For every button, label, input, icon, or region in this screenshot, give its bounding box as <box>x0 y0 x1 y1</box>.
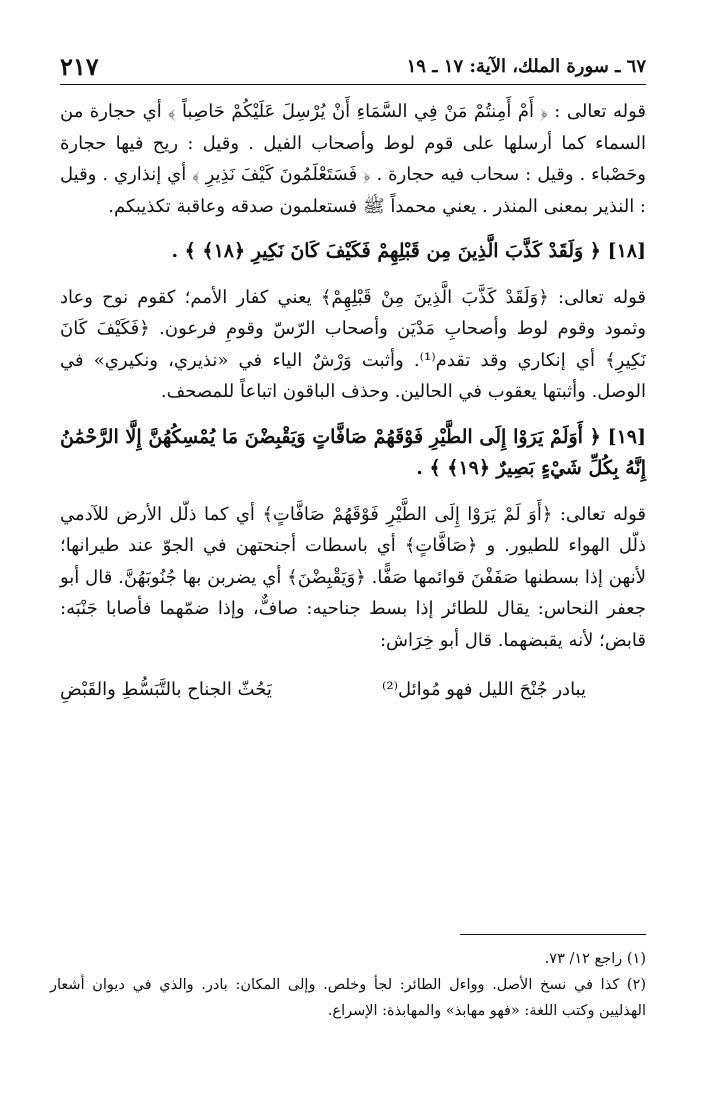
verse-19 <box>60 422 646 485</box>
verse-19-number: [١٩] <box>607 425 646 448</box>
verse-18-text: ﴿ وَلَقَدْ كَذَّبَ الَّذِينَ مِن قَبْلِهِمْ فَكَيْفَ كَانَ نَكِيرِ ﴿١٨﴾ ﴾ . <box>171 240 601 262</box>
poetry-verse <box>60 674 646 706</box>
footnotes <box>50 946 646 1024</box>
commentary-paragraph-2: قوله تعالى: ﴿وَلَقَدْ كَذَّبَ الَّذِينَ مِنْ قَبْلِهِمْ﴾ يعني كفار الأمم؛ كقوم نوح وعاد وثمود وقوم لوط وأصحابِ مَدْيَن وأصحاب الرّسّ وقومِ فرعون. ﴿فَكَيْفَ كَانَ نَكِيرِ﴾ أي إنكاري وقد تقدم⁽¹⁾. وأثبت وَرْشٌ الياء في «نذيري، ونكيري» في الوصل. وأثبتها يعقوب في الحالين. وحذف الباقون اتباعاً للمصحف. <box>60 286 646 402</box>
page-number: ٢١٧ <box>60 52 99 81</box>
commentary-paragraph-3: قوله تعالى: ﴿أَوَ لَمْ يَرَوْا إِلَى الطَّيْرِ فَوْقَهُمْ صَافَّاتٍ﴾ أي كما ذلّل الأرض للآدمي ذلّل الهواء للطيور. و ﴿صَافَّاتٍ﴾ أي باسطات أجنحتهن في الجوّ عند طيرانها؛ لأنهن إذا بسطنها صَفَفْنَ قوائمها صَفًّا. ﴿وَيَقْبِضْنَ﴾ أي يضربن بها جُنُوبَهُنَّ. قال أبو جعفر النحاس: يقال للطائر إذا بسط جناحيه: صافٌّ، وإذا ضمّهما فأصابا جَنْبَه: قابض؛ لأنه يقبضهما. قال أبو خِرَاش: <box>60 503 646 651</box>
footnote-1: (١) راجع ١٢/ ٧٣. <box>544 951 646 967</box>
poetry-hemistich-right: يبادر جُنْحَ الليل فهو مُوائل⁽²⁾ <box>381 679 586 700</box>
footnote-2: (٢) كذا في نسخ الأصل. وواءل الطائر: لجأ وخلص. وإلى المكان: بادر. والذي في ديوان أشعار الهذليين وكتب اللغة: «فهو مهابذ» والمهابذة: الإسراع. <box>50 977 646 1019</box>
verse-18 <box>60 236 646 268</box>
running-title: ٦٧ ـ سورة الملك، الآية: ١٧ ـ ١٩ <box>406 56 646 77</box>
footnote-divider <box>460 934 646 935</box>
verse-19-text: ﴿ أَوَلَمْ يَرَوْا إِلَى الطَّيْرِ فَوْقَهُمْ صَافَّاتٍ وَيَقْبِضْنَ مَا يُمْسِكُهُنَّ إِلَّا الرَّحْمَٰنُ إِنَّهُ بِكُلِّ شَيْءٍ بَصِيرٌ ﴿١٩﴾ ﴾ . <box>60 425 646 479</box>
main-text <box>60 96 646 706</box>
poetry-hemistich-left: يَحُثّ الجناح بالتَّبَسُّطِ والقَبْضِ <box>60 679 272 700</box>
commentary-paragraph-1: قوله تعالى : ﴿ أَمْ أَمِنتُمْ مَنْ فِي السَّمَاءِ أَنْ يُرْسِلَ عَلَيْكُمْ حَاصِباً ﴾ أي حجارة من السماء كما أرسلها على قوم لوط وأصحاب الفيل . وقيل : ريح فيها حجارة وحَصْباء . وقيل : سحاب فيه حجارة . ﴿ فَسَتَعْلَمُونَ كَيْفَ نَذِيرِ ﴾ أي إنذاري . وقيل : النذير بمعنى المنذر . يعني محمداً ﷺ فستعلمون صدقه وعاقبة تكذيبكم. <box>60 101 646 217</box>
verse-18-number: [١٨] <box>607 240 646 262</box>
page-header <box>60 50 646 85</box>
